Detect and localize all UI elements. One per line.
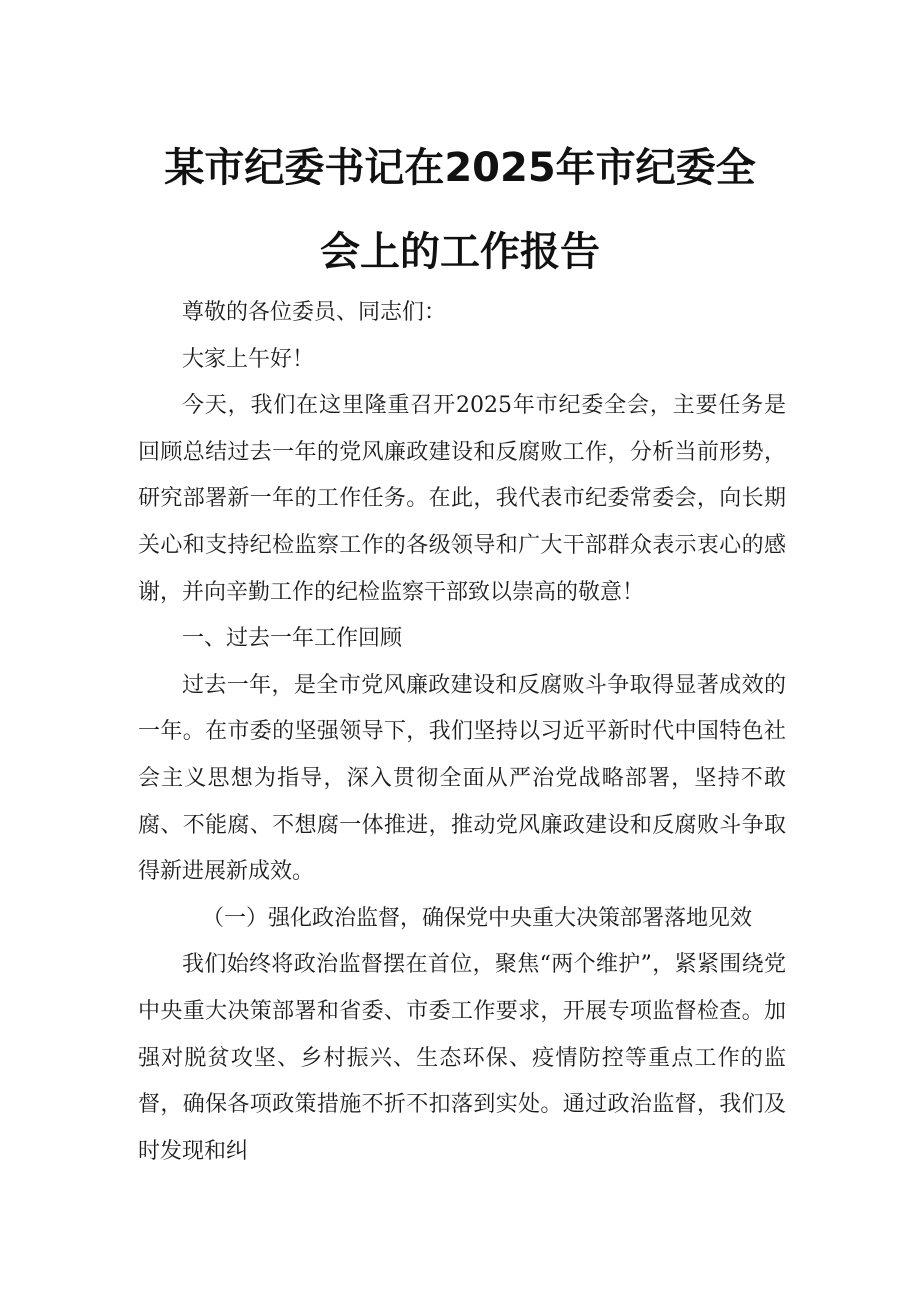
opening-paragraph: 今天，我们在这里隆重召开2025年市纪委全会，主要任务是回顾总结过去一年的党风廉政建设和反腐败工作，分析当前形势，研究部署新一年的工作任务。在此，我代表市纪委常委会，向长期关心和支持纪检监察工作的各级领导和广大干部群众表示衷心的感谢，并向辛勤工作的纪检监察干部致以崇高的敬意！ — [138, 393, 786, 605]
document-title-line-2: 会上的工作报告 — [320, 229, 600, 275]
supervision-paragraph: 我们始终将政治监督摆在首位，聚焦“两个维护”，紧紧围绕党中央重大决策部署和省委、市委工作要求，开展专项监督检查。加强对脱贫攻坚、乡村振兴、生态环保、疫情防控等重点工作的监督，确保各项政策措施不折不扣落到实处。通过政治监督，我们及时发现和纠 — [138, 952, 786, 1164]
document-title-line-1: 某市纪委书记在2025年市纪委全 — [164, 145, 756, 191]
review-paragraph: 过去一年，是全市党风廉政建设和反腐败斗争取得显著成效的一年。在市委的坚强领导下，我们坚持以习近平新时代中国特色社会主义思想为指导，深入贯彻全面从严治党战略部署，坚持不敢腐、不能腐、不想腐一体推进，推动党风廉政建设和反腐败斗争取得新进展新成效。 — [138, 672, 786, 885]
greeting: 大家上午好！ — [182, 346, 315, 372]
section-heading: 一、过去一年工作回顾 — [182, 626, 403, 652]
subsection-heading: （一）强化政治监督，确保党中央重大决策部署落地见效 — [202, 905, 753, 931]
document-body — [138, 290, 786, 1175]
salutation: 尊敬的各位委员、同志们： — [182, 300, 447, 325]
